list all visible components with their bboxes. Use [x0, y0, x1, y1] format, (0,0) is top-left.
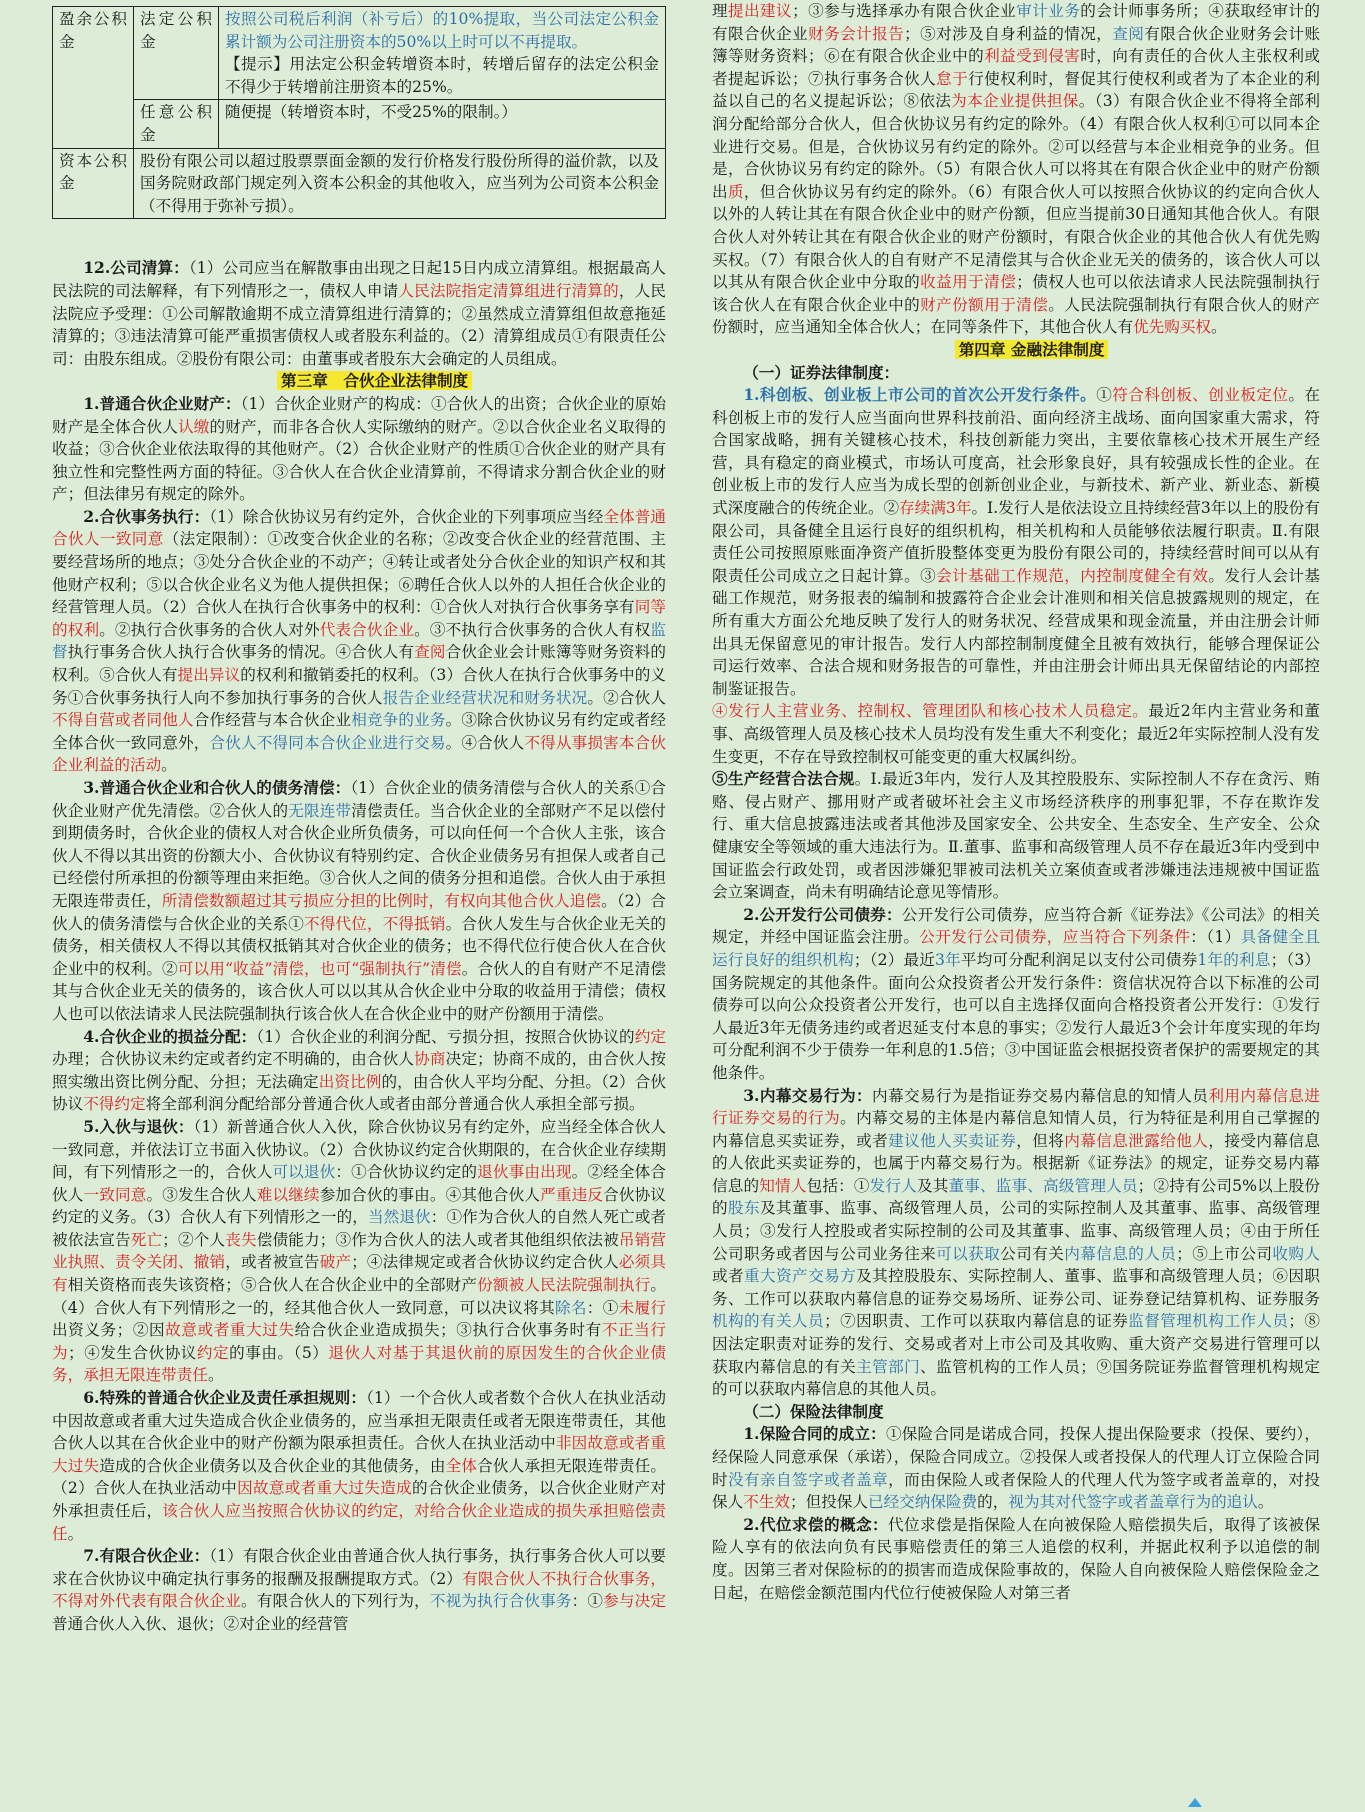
- text-segment: 出资比例: [318, 1072, 382, 1091]
- text-segment: 的合伙企业债务，以合伙企业财产对外承担责任后，: [52, 1479, 666, 1520]
- text-segment: 监督: [52, 620, 666, 662]
- text-segment: 给合伙企业造成损失；③执行合伙事务时有: [294, 1321, 602, 1340]
- text-segment: 内幕信息的人员: [1064, 1244, 1177, 1263]
- text-segment: 约定: [634, 1027, 667, 1046]
- text-segment: 代表合伙企业: [319, 620, 415, 639]
- text-segment: 利用内幕信息进行证券交易的行为: [712, 1086, 1320, 1128]
- text-segment: 6.特殊的普通合伙企业及责任承担规则：: [83, 1388, 367, 1408]
- text-segment: 可以用“收益”清偿，也可“强制执行”清偿: [177, 959, 462, 978]
- section-12: [52, 257, 666, 370]
- text-segment: 。: [207, 1366, 224, 1385]
- text-segment: 合伙人不得同本合伙企业进行交易: [209, 733, 446, 752]
- text-segment: 的事由。（5）: [229, 1343, 329, 1362]
- text-segment: ：①: [586, 1298, 619, 1317]
- text-segment: 收益用于清偿: [920, 273, 1017, 292]
- text-segment: （1）一个合伙人或者数个合伙人在执业活动中因故意或者重大过失造成合伙企业债务的，应当承担无限责任或者无限连带责任，其他合伙人以其在合伙企业中的财产份额为限承担责任。合伙人在执业活动中: [52, 1389, 667, 1453]
- text-segment: 清偿责任。当合伙企业的全部财产不足以偿付到期债务时，合伙企业的债权人对合伙企业所负债务，可以向任何一个合伙人主张，该合伙人不得以其出资的份额大小、合伙协议有特别约定、合伙企业债务另有担保人或者自己已经偿付所承担的份额等理由来拒绝。③合伙人之间的债务分担和追偿。合伙人由于承担无限连带责任，: [52, 801, 666, 910]
- text-segment: 为本企业提供担保: [951, 92, 1079, 111]
- text-segment: 。④合伙人: [445, 733, 525, 752]
- text-segment: 12.公司清算：: [83, 258, 189, 278]
- text-segment: 可以退伙: [272, 1163, 336, 1182]
- text-segment: ：①合伙协议约定的: [335, 1163, 478, 1182]
- text-segment: ，或者被宣告: [225, 1253, 320, 1272]
- text-segment: ；④发生合伙协议: [68, 1343, 197, 1362]
- text-segment: 同等的权利: [52, 598, 666, 639]
- securities-1: [712, 384, 1320, 700]
- text-segment: 查阅: [414, 643, 446, 662]
- text-segment: 1年的利息: [1197, 950, 1271, 969]
- section-2: [52, 506, 666, 777]
- text-segment: 公司有关: [1000, 1244, 1065, 1263]
- text-segment: 难以继续: [256, 1185, 320, 1204]
- text-segment: 财产份额用于清偿: [920, 295, 1049, 314]
- table-row: [53, 148, 666, 219]
- text-segment: 监督管理机构工作人员: [1128, 1312, 1289, 1331]
- text-segment: 偿债能力；③作为合伙人的法人或者其他组织依法被: [256, 1230, 619, 1249]
- text-segment: ；⑤上市公司: [1176, 1244, 1273, 1263]
- text-segment: ⑤生产经营合法合规: [712, 769, 855, 789]
- text-segment: 执行事务合伙人执行合伙事务的情况。④合伙人有: [67, 643, 415, 662]
- text-segment: 提出建议: [728, 2, 793, 20]
- text-segment: 。: [1257, 1493, 1274, 1512]
- text-segment: 参与决定: [603, 1592, 666, 1611]
- text-segment: ；③参与选择承办有限合伙企业: [792, 2, 1017, 20]
- text-segment: 7.有限合伙企业：: [83, 1546, 210, 1566]
- text-segment: 。③发生合伙人: [146, 1185, 257, 1204]
- text-segment: 知情人: [759, 1176, 807, 1195]
- text-segment: （1）公司应当在解散事由出现之日起15日内成立清算组。根据最高人民法院的司法解释，有下列情形之一，债权人申请: [52, 259, 666, 300]
- text-segment: 及其董事、监事、高级管理人员，公司的实际控制人及其董事、监事、高级管理人员；③发行人控股或者实际控制的公司及其董事、监事、高级管理人员；④由于所任公司职务或者因与公司业务往来: [712, 1199, 1320, 1263]
- text-segment: 怠于: [936, 69, 969, 88]
- table-cell: [219, 7, 666, 100]
- text-segment: 非因故意或者重大过失: [52, 1434, 666, 1475]
- text-segment: 所清偿数额超过其亏损应分担的比例时，有权向其他合伙人追偿: [161, 891, 602, 910]
- text-segment: 已经交纳保险费: [867, 1493, 978, 1512]
- text-segment: 的权利和撤销委托的权利。（3）合伙人在执行合伙事务中的义务①合伙事务执行人向不参加执行事务的合伙人: [52, 666, 666, 707]
- text-segment: 不正当行为: [52, 1321, 666, 1362]
- text-segment: 2.代位求偿的概念：: [743, 1514, 889, 1534]
- table-cell: 股份有限公司以超过股票票面金额的发行价格发行股份所得的溢价款，以及国务院财政部门规定列入资本公积金的其他收入，应当列为公司资本公积金（不得用于弥补亏损）。: [134, 148, 666, 219]
- text-segment: 有限合伙人不执行合伙事务，不得对外代表有限合伙企业: [52, 1569, 666, 1611]
- text-segment: 不得代位，不得抵销: [303, 914, 446, 933]
- text-segment: 。有限合伙人的下列行为，: [240, 1592, 430, 1611]
- text-segment: （1）除合伙协议另有约定外，合伙企业的下列事项应当经: [209, 507, 604, 526]
- section-6: [52, 1387, 666, 1545]
- text-segment: 内幕交易行为是指证券交易内幕信息的知情人员: [872, 1086, 1209, 1105]
- text-segment: 视为其对代签字或者盖章行为的追认: [1008, 1493, 1258, 1512]
- text-segment: 。②执行合伙事务的合伙人对外: [99, 620, 320, 639]
- text-segment: （1）合伙企业的利润分配、亏损分担，按照合伙协议的: [256, 1027, 635, 1046]
- text-segment: 全体: [445, 1456, 478, 1475]
- text-segment: 审计业务: [1016, 2, 1081, 20]
- text-segment: 除名: [555, 1298, 587, 1317]
- text-segment: 吊销营业执照、责令关闭、撤销: [52, 1230, 666, 1272]
- securities-2: [712, 904, 1320, 1085]
- text-segment: 。在科创板上市的发行人应当面向世界科技前沿、面向经济主战场、面向国家重大需求，符合国家战略，拥有关键核心技术，科技创新能力突出，主要依靠核心技术开展生产经营，具有稳定的商业模式，市场认可度高，社会形象良好，具有较强成长性的企业。在创业板上市的发行人应当为成长型的创新创业企业，与新技术、新产业、新业态、新模式深度融合的传统企业。②: [712, 386, 1320, 518]
- text-segment: 合伙人承担无限连带责任。（2）合伙人在执业活动中: [52, 1456, 666, 1498]
- text-segment: 建议他人买卖证券: [888, 1131, 1017, 1150]
- section-7-continued: [712, 0, 1320, 339]
- text-segment: 及其控股股东、实际控制人、董事、监事和高级管理人员；⑥因职务、工作可以获取内幕信息的证券交易场所、证券公司、证券登记结算机构、证券服务: [712, 1267, 1320, 1308]
- section-5: [52, 1116, 666, 1387]
- text-segment: 。合伙人的自有财产不足清偿其与合伙企业无关的债务的，该合伙人可以以其从合伙企业中分取的收益用于清偿；债权人也可以依法请求人民法院强制执行该合伙人在合伙企业中的财产份额用于清偿。: [52, 959, 666, 1023]
- text-segment: 理: [712, 2, 729, 20]
- text-segment: 的，由合伙人平均分配、分担。（2）合伙协议: [52, 1072, 666, 1114]
- section-1: [52, 393, 666, 506]
- text-segment: 。③不执行合伙事务的合伙人有权: [414, 620, 651, 639]
- text-segment: 查阅: [1112, 24, 1145, 43]
- text-segment: ；但投保人: [790, 1493, 868, 1512]
- text-segment: 出资义务；②因: [52, 1321, 166, 1340]
- text-segment: 死亡: [130, 1230, 163, 1249]
- chapter-3-heading: [52, 370, 666, 393]
- table-cell: 任意公积金: [134, 100, 219, 148]
- text-segment: 。Ⅰ.发行人是依法设立且持续经营3年以上的股份有限公司，具备健全且运行良好的组织机构，相关机构和人员能够依法履行职责。Ⅱ.有限责任公司按照原账面净资产值折股整体变更为股份有限公司的，持续经营时间可以从有限责任公司成立之日起计算。③: [712, 499, 1320, 585]
- text-segment: 公开发行公司债券，应当符合新《证券法》《公司法》的相关规定，并经中国证监会注册。: [712, 905, 1321, 947]
- table-cell: 资本公积金: [53, 148, 134, 219]
- text-segment: 。合伙人发生与合伙企业无关的债务，相关债权人不得以其债权抵销其对合伙企业的债务；也不得代位行使合伙人在合伙企业中的权利。②: [52, 914, 666, 978]
- text-segment: 没有亲自签字或者盖章: [728, 1470, 889, 1489]
- text-segment: 办理；合伙协议未约定或者约定不明确的，由合伙人: [52, 1050, 415, 1069]
- table-row: [53, 100, 666, 148]
- text-segment: ；（2）最近: [853, 950, 936, 969]
- text-segment: 认缴: [177, 417, 210, 436]
- text-segment: 当然退伙: [367, 1208, 431, 1227]
- text-segment: 约定: [196, 1343, 230, 1362]
- text-segment: 相竞争的业务: [351, 711, 446, 730]
- right-column: [712, 0, 1320, 1604]
- text-segment: 1.保险合同的成立：: [743, 1424, 886, 1444]
- text-segment: 的会计师事务所；④获取经审计的有限合伙企业: [712, 2, 1320, 43]
- text-segment: 最近2年内主营业务和董事、高级管理人员及核心技术人员均没有发生重大不利变化；最近2年实际控制人没有发生变更，不存在导致控制权可能变更的重大权属纠纷。: [712, 702, 1320, 766]
- insurance-1: [712, 1423, 1320, 1513]
- text-segment: 份额被人民法院强制执行: [477, 1276, 651, 1295]
- text-segment: 破产: [319, 1253, 352, 1272]
- text-segment: 。发行人会计基础工作规范，财务报表的编制和披露符合企业会计准则和相关信息披露规则的规定，在所有重大方面公允地反映了发行人的财务状况、经营成果和现金流量，并由注册会计师出具无保留意见的审计报告。发行人内部控制制度健全且被有效执行，能够合理保证公司运行效率、合法合规和财务报告的可靠性，并由注册会计师出具无保留结论的内部控制鉴证报告。: [712, 566, 1320, 698]
- text-segment: 存续满3年: [899, 499, 972, 518]
- text-segment: 不得从事损害本合伙企业利益的活动: [52, 733, 666, 775]
- text-segment: 2.合伙事务执行：: [83, 506, 210, 526]
- text-segment: ；④法律规定或者合伙协议约定合伙人: [351, 1253, 619, 1272]
- text-segment: ：①作为合伙人的自然人死亡或者被依法宣告: [52, 1208, 666, 1249]
- text-segment: 董事、监事、高级管理人员: [948, 1176, 1138, 1195]
- text-segment: 。（4）合伙人有下列情形之一的，经其他合伙人一致同意，可以决议将其: [52, 1276, 666, 1317]
- left-column: [52, 0, 666, 1636]
- section-4: [52, 1026, 666, 1116]
- text-segment: 3.普通合伙企业和合伙人的债务清偿：: [83, 778, 351, 797]
- text-segment: 机构的有关人员: [712, 1312, 825, 1331]
- text-segment: ①保险合同是诺成合同，投保人提出保险要求（投保、要约），经保险人同意承保（承诺），保险合同成立。②投保人或者投保人的代理人订立保险合同时: [712, 1425, 1321, 1489]
- text-segment: 无限连带: [288, 801, 352, 820]
- text-segment: 因故意或者重大过失造成: [237, 1479, 412, 1498]
- text-segment: 退伙事由出现: [477, 1163, 572, 1182]
- text-segment: 提出异议: [177, 666, 241, 685]
- text-segment: 协商: [414, 1050, 446, 1069]
- securities-1-item4: [712, 700, 1320, 768]
- text-segment: 不得约定: [83, 1095, 146, 1114]
- text-segment: 1.普通合伙企业财产：: [83, 393, 241, 413]
- securities-3: [712, 1085, 1320, 1401]
- table-cell: 随便提（转增资本时，不受25%的限制。）: [219, 100, 666, 148]
- text-segment: 3.内幕交易行为：: [743, 1085, 872, 1105]
- text-segment: 的，: [977, 1493, 1009, 1512]
- text-segment: ；债权人也可以依法请求人民法院强制执行该合伙人在有限合伙企业中的: [712, 273, 1320, 314]
- text-segment: 全体普通合伙人一致同意: [52, 507, 666, 549]
- text-segment: 丧失: [225, 1230, 257, 1249]
- table-cell: 法定公积金: [134, 7, 219, 100]
- text-segment: 1.科创板、创业板上市公司的首次公开发行条件。: [743, 385, 1097, 405]
- text-segment: （1）有限合伙企业由普通合伙人执行事务，执行事务合伙人可以要求在合伙协议中确定执行事务的报酬及报酬提取方式。（2）: [52, 1547, 666, 1588]
- text-segment: 故意或者重大过失: [165, 1321, 295, 1340]
- table-cell: 盈余公积金: [53, 7, 134, 149]
- text-segment: 收购人: [1272, 1244, 1320, 1263]
- text-segment: 。（2）合伙人的债务清偿与合伙企业的关系①: [52, 891, 666, 933]
- text-segment: 不视为执行合伙事务: [429, 1592, 572, 1611]
- text-segment: 报告企业经营状况和财务状况: [382, 688, 588, 707]
- text-segment: 。人民法院强制执行有限合伙人的财产份额时，应当通知全体合伙人；在同等条件下，其他合伙人有: [712, 295, 1320, 337]
- chapter-title: 第四章 金融法律制度: [955, 340, 1109, 359]
- cell-tip: 【提示】用法定公积金转增资本时，转增后留存的法定公积金不得少于转增前注册资本的25%。: [225, 55, 659, 96]
- text-segment: 4.合伙企业的损益分配：: [83, 1026, 257, 1046]
- text-segment: 主管部门: [856, 1357, 921, 1376]
- text-segment: 合作经营与本合伙企业: [193, 711, 352, 730]
- text-segment: 有限合伙企业财务会计账簿等财务资料；⑥在有限合伙企业中的: [712, 24, 1320, 66]
- text-segment: 或者: [712, 1267, 745, 1286]
- text-segment: 人民法院指定清算组进行清算的: [398, 281, 619, 300]
- text-segment: ①: [1096, 386, 1113, 405]
- page-corner-marker-icon: [1188, 1798, 1202, 1807]
- text-segment: ；⑤对涉及自身利益的情况，: [904, 24, 1113, 43]
- chapter-4-heading: [712, 339, 1320, 362]
- text-segment: 3年: [935, 950, 961, 969]
- text-segment: ④发行人主营业务、控制权、管理团队和核心技术人员稳定。: [712, 702, 1149, 721]
- reserve-fund-table: [52, 6, 666, 219]
- text-segment: 一致同意: [83, 1185, 147, 1204]
- text-segment: 时，向有责任的合伙人主张权利或者提起诉讼；⑦执行事务合伙人: [712, 47, 1320, 88]
- text-segment: 。②经全体合伙人: [52, 1163, 666, 1204]
- text-segment: 包括：①: [806, 1176, 870, 1195]
- text-segment: 。内幕交易的主体是内幕信息知情人员，行为特征是利用自己掌握的内幕信息买卖证券，或者: [712, 1109, 1320, 1150]
- text-segment: ，人民法院应予受理：①公司解散逾期不成立清算组进行清算的；②虽然成立清算组但故意拖延清算的；③违法清算可能严重损害债权人或者股东利益的。（2）清算组成员①有限责任公司：由股东组成。②股份有限公司：由董事或者股东大会确定的人员组成。: [52, 281, 666, 368]
- cell-text: 按照公司税后利润（补亏后）的10%提取，当公司法定公积金累计额为公司注册资本的50%以上时可以不再提取。: [225, 10, 659, 51]
- text-segment: ，接受内幕信息的人依此买卖证券的，也属于内幕交易行为。根据新《证券法》的规定，证券交易内幕信息的: [712, 1131, 1320, 1195]
- text-segment: 具备健全且运行良好的组织机构: [712, 928, 1320, 969]
- text-segment: 不生效: [743, 1493, 790, 1512]
- text-segment: 严重违反: [540, 1185, 604, 1204]
- text-segment: 重大资产交易方: [744, 1267, 857, 1286]
- text-segment: （法定限制）：①改变合伙企业的名称；②改变合伙企业的经营范围、主要经营场所的地点；③处分合伙企业的不动产；④转让或者处分合伙企业的知识产权和其他财产权利；⑤以合伙企业名义为他人提供担保；⑥聘任合伙人以外的人担任合伙企业的经营管理人员。（2）合伙人在执行合伙事务中的权利：①合伙人对执行合伙事务享有: [52, 530, 666, 617]
- text-segment: 退伙人对基于其退伙前的原因发生的合伙企业债务，承担无限连带责任: [52, 1343, 666, 1385]
- text-segment: 符合科创板、创业板定位: [1112, 386, 1289, 405]
- text-segment: 将全部利润分配给部分普通合伙人或者由部分普通合伙人承担全部亏损。: [145, 1095, 645, 1114]
- text-segment: 相关资格而丧失该资格；⑤合伙人在合伙企业中的全部财产: [67, 1276, 478, 1295]
- text-segment: ；⑦因职责、工作可以获取内幕信息的证券: [824, 1312, 1129, 1331]
- text-segment: （1）合伙企业的债务清偿与合伙人的关系①合伙企业财产优先清偿。②合伙人的: [52, 779, 667, 820]
- text-segment: 财务会计报告: [808, 24, 905, 43]
- text-segment: 公开发行公司债券，应当符合下列条件: [919, 928, 1191, 947]
- text-segment: 必须具有: [52, 1253, 666, 1295]
- text-segment: ；⑧因法定职责对证券的发行、交易或者对上市公司及其收购、重大资产交易进行管理可以获取内幕信息的有关: [712, 1312, 1320, 1376]
- text-segment: 。Ⅰ.最近3年内，发行人及其控股股东、实际控制人不存在贪污、贿赂、侵占财产、挪用财产或者破坏社会主义市场经济秩序的刑事犯罪，不存在欺诈发行、重大信息披露违法或者其他涉及国家安全、公共安全、生态安全、生产安全、公众健康安全等领域的重大违法行为。Ⅱ.董事、监事和高级管理人员不存在最近3年内受到中国证监会行政处罚，或者因涉嫌犯罪被司法机关立案侦查或者涉嫌违法违规被中国证监会立案调查，尚未有明确结论意见等情形。: [712, 770, 1320, 902]
- text-segment: 会计基础工作规范，内控制度健全有效: [936, 566, 1209, 585]
- chapter-title: 第三章 合伙企业法律制度: [277, 371, 472, 390]
- subsection-securities: （一）证券法律制度：: [743, 362, 900, 382]
- text-segment: 未履行: [618, 1298, 666, 1317]
- text-segment: 普通合伙人入伙、退伙；②对企业的经营管: [52, 1614, 349, 1633]
- text-segment: 。: [1211, 318, 1227, 337]
- text-segment: 5.入伙与退伙：: [83, 1116, 194, 1136]
- text-segment: 决定；协商不成的，由合伙人按照实缴出资比例分配、分担；无法确定: [52, 1050, 666, 1091]
- text-segment: （1）新普通合伙人入伙，除合伙协议另有约定外，应当经全体合伙人一致同意，并依法订立书面入伙协议。（2）合伙协议约定合伙期限的，在合伙企业存续期间，有下列情形之一的，合伙人: [52, 1117, 667, 1182]
- text-segment: 股东: [728, 1199, 761, 1218]
- text-segment: 可以获取: [936, 1244, 1001, 1263]
- text-segment: 的财产，而非各合伙人实际缴纳的财产。②以合伙企业名义取得的收益；③合伙企业依法取得的其他财产。（2）合伙企业财产的性质①合伙企业的财产具有独立性和完整性两方面的特征。③合伙人在合伙企业清算前，不得请求分割合伙企业的财产；但法律另有规定的除外。: [52, 417, 666, 504]
- section-7: [52, 1545, 666, 1635]
- text-segment: 质: [727, 182, 744, 201]
- text-segment: 优先购买权: [1133, 318, 1212, 337]
- text-segment: 。②合伙人: [587, 688, 666, 707]
- text-segment: （1）合伙企业财产的构成：①合伙人的出资；合伙企业的原始财产是全体合伙人: [52, 394, 667, 436]
- text-segment: ，但将: [1016, 1131, 1065, 1150]
- text-segment: 行使权利时，督促其行使权利或者为了本企业的利益以自己的名义提起诉讼；⑧依法: [712, 69, 1320, 111]
- text-segment: ；②个人: [162, 1230, 226, 1249]
- text-segment: 。（3）有限合伙企业不得将全部利润分配给部分合伙人，但合伙协议另有约定的除外。（4）有限合伙人权利①可以同本企业进行交易。但是，合伙协议另有约定的除外。②可以经营与本企业相竞争的业务。但是，合伙协议另有约定的除外。（5）有限合伙人可以将其在有限合伙企业中的财产份额出: [712, 92, 1320, 201]
- text-segment: ；②持有公司5%以上股份的: [712, 1176, 1320, 1218]
- text-segment: ，但合伙协议另有约定的除外。（6）有限合伙人可以按照合伙协议的约定向合伙人以外的人转让其在有限合伙企业中的财产份额，但应当提前30日通知其他合伙人。有限合伙人对外转让其在有限合伙企业的财产份额时，有限合伙企业的其他合伙人有优先购买权。（7）有限合伙人的自有财产不足清偿其与合伙企业无关的债务的，该合伙人可以以其从有限合伙企业中分取的: [712, 182, 1320, 292]
- text-segment: 。③除合伙协议另有约定或者经全体合伙一致同意外，: [52, 711, 666, 752]
- securities-1-item5: [712, 768, 1320, 904]
- section-3: [52, 777, 666, 1026]
- text-segment: 合伙企业会计账簿等财务资料的权利。⑤合伙人有: [52, 643, 666, 685]
- text-segment: 、监管机构的工作人员；⑨国务院证券监督管理机构规定的可以获取内幕信息的其他人员。: [712, 1357, 1320, 1399]
- text-segment: 该合伙人应当按照合伙协议的约定，对给合伙企业造成的损失承担赔偿责任: [52, 1502, 666, 1543]
- table-row: [53, 7, 666, 100]
- text-segment: ：①: [571, 1592, 604, 1611]
- text-segment: 。: [67, 1524, 84, 1543]
- text-segment: ；（3）国务院规定的其他条件。面向公众投资者公开发行条件：资信状况符合以下标准的公司债券可以向公众投资者公开发行，也可以自主选择仅面向合格投资者公开发行：①发行人最近3年无债务违约或者迟延支付本息的事实；②发行人最近3个会计年度实现的年均可分配利润不少于债券一年利息的1.5倍；③中国证监会根据投资者保护的需要规定的其他条件。: [712, 950, 1321, 1082]
- text-segment: 平均可分配利润足以支付公司债券: [960, 950, 1198, 969]
- text-segment: 合伙协议约定的义务。（3）合伙人有下列情形之一的，: [52, 1185, 666, 1227]
- text-segment: 。: [161, 756, 177, 775]
- subsection-insurance: （二）保险法律制度: [743, 1401, 884, 1421]
- text-segment: ：（1）: [1190, 928, 1241, 947]
- text-segment: ，而由保险人或者保险人的代理人代为签字或者盖章的，对投保人: [712, 1470, 1320, 1512]
- text-segment: 不得自营或者同他人: [52, 711, 194, 730]
- text-segment: 发行人: [869, 1176, 917, 1195]
- text-segment: 利益受到侵害: [984, 47, 1081, 66]
- text-segment: 参加合伙的事由。④其他合伙人: [319, 1185, 541, 1204]
- text-segment: 代位求偿是指保险人在向被保险人赔偿损失后，取得了该被保险人享有的依法向负有民事赔偿责任的第三人追偿的权利，并据此权利予以追偿的制度。因第三者对保险标的的损害而造成保险事故的，保险人自向被保险人赔偿保险金之日起，在赔偿金额范围内代位行使被保险人对第三者: [712, 1515, 1320, 1602]
- text-segment: 2.公开发行公司债券：: [743, 904, 902, 924]
- text-segment: 及其: [916, 1176, 949, 1195]
- text-segment: 造成的合伙企业债务以及合伙企业的其他债务，由: [99, 1456, 446, 1475]
- text-segment: 内幕信息泄露给他人: [1064, 1131, 1209, 1150]
- insurance-2: [712, 1514, 1320, 1604]
